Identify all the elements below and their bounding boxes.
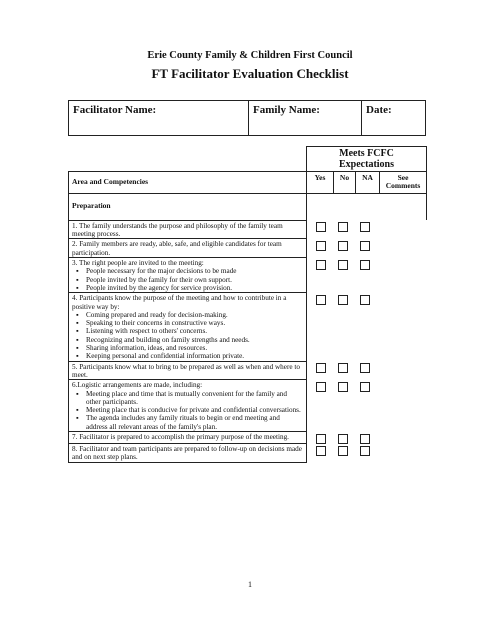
checkbox-no[interactable] xyxy=(338,295,348,305)
header-info-table xyxy=(68,100,426,136)
item-sub-point: ▪ Sharing information, ideas, and resources. xyxy=(72,344,303,352)
checklist-row xyxy=(69,380,427,432)
checkbox-yes[interactable] xyxy=(316,260,326,270)
item-statement: 3. The right people are invited to the meeting: xyxy=(72,259,204,268)
item-sub-point: ▪ The agenda includes any family rituals to begin or end meeting and address all relevant areas of the family's plan. xyxy=(72,414,303,431)
checklist-item-text xyxy=(69,293,307,361)
checklist-row xyxy=(69,361,427,380)
checkbox-yes[interactable] xyxy=(316,241,326,251)
checkbox-no[interactable] xyxy=(338,434,348,444)
checkbox-na[interactable] xyxy=(360,446,370,456)
page-number: 1 xyxy=(248,580,252,589)
checkbox-na[interactable] xyxy=(360,434,370,444)
item-sub-point: ▪ Meeting place and time that is mutually convenient for the family and other participants. xyxy=(72,390,303,407)
col-na: NA xyxy=(356,172,380,194)
checkbox-yes[interactable] xyxy=(316,295,326,305)
organization-name: Erie County Family & Children First Council xyxy=(147,50,353,61)
checklist-row xyxy=(69,239,427,258)
area-competencies-header: Area and Competencies xyxy=(69,172,307,194)
checklist-item-text xyxy=(69,380,307,432)
item-sub-point: ▪ Speaking to their concerns in constructive ways. xyxy=(72,319,303,327)
checklist-items xyxy=(69,220,427,462)
checkbox-no[interactable] xyxy=(338,260,348,270)
checkbox-no[interactable] xyxy=(338,222,348,232)
item-statement: 8. Facilitator and team participants are prepared to follow-up on decisions made and on next step plans. xyxy=(72,445,302,462)
item-statement: 1. The family understands the purpose and philosophy of the family team meeting process. xyxy=(72,221,283,239)
checklist-item-text xyxy=(69,444,307,463)
facilitator-name-label: Facilitator Name: xyxy=(69,101,249,135)
item-statement: 7. Facilitator is prepared to accomplish the primary purpose of the meeting. xyxy=(72,433,289,442)
checklist-row xyxy=(69,258,427,293)
item-statement: 5. Participants know what to bring to be prepared as well as when and where to meet. xyxy=(72,362,300,379)
checklist-item-text xyxy=(69,220,307,239)
checkbox-no[interactable] xyxy=(338,446,348,456)
checklist-row xyxy=(69,293,427,361)
document-title: FT Facilitator Evaluation Checklist xyxy=(151,66,349,81)
checkbox-na[interactable] xyxy=(360,295,370,305)
checklist-row xyxy=(69,432,427,444)
item-sub-point: ▪ People invited by the agency for service provision. xyxy=(72,284,303,292)
checkbox-yes[interactable] xyxy=(316,222,326,232)
checklist-item-text xyxy=(69,432,307,444)
item-sub-point: ▪ Meeting place that is conducive for private and confidential conversations. xyxy=(72,406,303,414)
checkbox-na[interactable] xyxy=(360,241,370,251)
checkbox-na[interactable] xyxy=(360,222,370,232)
checkbox-yes[interactable] xyxy=(316,446,326,456)
item-sub-point: ▪ Coming prepared and ready for decision-making. xyxy=(72,311,303,319)
item-sub-point: ▪ People necessary for the major decisions to be made xyxy=(72,267,303,275)
item-sub-point: ▪ People invited by the family for their own support. xyxy=(72,276,303,284)
checkbox-no[interactable] xyxy=(338,363,348,373)
checkbox-na[interactable] xyxy=(360,363,370,373)
meets-expectations-header: Meets FCFC Expectations xyxy=(307,147,427,172)
col-yes: Yes xyxy=(307,172,334,194)
item-sub-point: ▪ Keeping personal and confidential information private. xyxy=(72,352,303,360)
item-statement: 6.Logistic arrangements are made, including: xyxy=(72,381,203,390)
date-label: Date: xyxy=(366,104,392,116)
checkbox-no[interactable] xyxy=(338,241,348,251)
family-name-label: Family Name: xyxy=(249,101,362,135)
checklist-item-text xyxy=(69,239,307,258)
checkbox-yes[interactable] xyxy=(316,382,326,392)
item-statement: 4. Participants know the purpose of the meeting and how to contribute in a positive way by: xyxy=(72,294,287,311)
checklist-row xyxy=(69,444,427,463)
item-sub-point: ▪ Recognizing and building on family strengths and needs. xyxy=(72,336,303,344)
checkbox-na[interactable] xyxy=(360,382,370,392)
checkbox-no[interactable] xyxy=(338,382,348,392)
item-statement: 2. Family members are ready, able, safe, and eligible candidates for team participation. xyxy=(72,240,282,257)
checkbox-na[interactable] xyxy=(360,260,370,270)
col-no: No xyxy=(334,172,356,194)
checkbox-yes[interactable] xyxy=(316,434,326,444)
checklist-row xyxy=(69,220,427,239)
col-see-comments: See Comments xyxy=(380,172,427,194)
checklist-table xyxy=(68,146,426,463)
item-sub-point: ▪ Listening with respect to others' concerns. xyxy=(72,327,303,335)
section-preparation: Preparation xyxy=(69,193,307,220)
checklist-item-text xyxy=(69,258,307,293)
checkbox-yes[interactable] xyxy=(316,363,326,373)
checklist-item-text xyxy=(69,361,307,380)
